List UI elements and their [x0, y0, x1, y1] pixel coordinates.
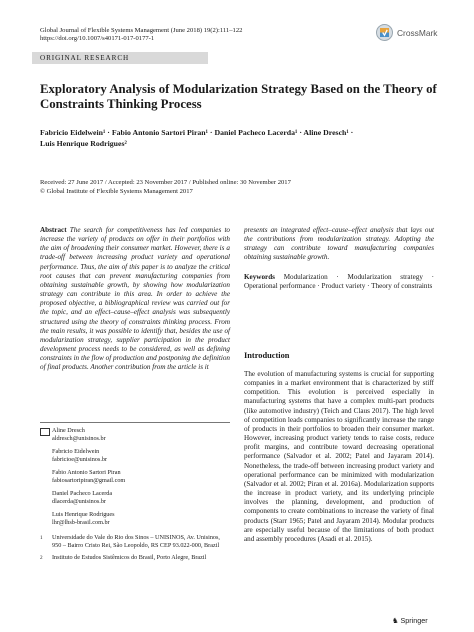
abstract-label: Abstract [40, 226, 67, 234]
author-line-2: Luis Henrique Rodrigues² [40, 138, 127, 148]
affiliation-text: Universidade do Vale do Rio dos Sinos – UNISINOS, Av. Unisinos, 950 – Bairro Cristo Rei, São Leopoldo, RS CEP 93.022-000, Brazil [52, 534, 220, 549]
keywords-label: Keywords [244, 273, 275, 281]
article-type-label: ORIGINAL RESEARCH [40, 53, 130, 62]
envelope-icon [40, 428, 50, 436]
author-contacts [40, 427, 230, 565]
contact-email[interactable]: fabiosartoripiran@gmail.com [52, 477, 126, 484]
author-list [40, 128, 440, 149]
publisher-logo [392, 616, 428, 625]
publisher-name: Springer [400, 616, 428, 625]
contact-email[interactable]: aldresch@unisinos.br [52, 435, 106, 442]
abstract-text: The search for competitiveness has led companies to increase the variety of products on offer in their portfolios with the aim of broadening their consumer market. However, there is a trade-off between increasing product variety and operational performance. Thus, the aim of this paper is to analyze the critical root causes that can prevent manufacturing companies from obtaining sustainable growth, by showing how modularization strategy can contribute in this area. In order to achieve the proposed objective, a bibliographical review was carried out for the topic, and an effect–cause–effect analysis was subsequently structured using the theory of constraints thinking process. From the main results, it was possible to identify that, besides the use of modularization strategy, supplier participation in the product development process needs to be considered, as well as defining constraints in the flow of production and postponing the definition of final products. Another contribution from the article is it [40, 226, 230, 372]
journal-citation: Global Journal of Flexible Systems Management (June 2018) 19(2):111–122 [40, 27, 243, 34]
article-title: Exploratory Analysis of Modularization Strategy Based on the Theory of Constraints Thinking Process [40, 82, 437, 111]
introduction-heading: Introduction [244, 351, 290, 360]
dates-line: Received: 27 June 2017 / Accepted: 23 November 2017 / Published online: 30 November 2017 [40, 179, 291, 186]
publication-dates [40, 179, 460, 196]
abstract-continuation: presents an integrated effect–cause–effect analysis that lays out the contributions from modularization strategy. Adopting the strategy can contribute toward manufacturing companies obtaining sustainable growth. [244, 226, 434, 262]
affiliation-mark: 1 [40, 535, 43, 541]
journal-info [40, 27, 360, 44]
author-line-1: Fabricio Eidelwein¹ · Fabio Antonio Sartori Piran¹ · Daniel Pacheco Lacerda¹ · Aline Dresch¹ · [40, 128, 354, 137]
affiliation-mark: 2 [40, 555, 43, 561]
keywords [244, 273, 434, 291]
contact-email[interactable]: dlacerda@unisinos.br [52, 498, 106, 505]
crossmark-button[interactable] [376, 24, 437, 41]
affiliation-text: Instituto de Estudos Sistêmicos do Brasil, Porto Alegre, Brazil [52, 554, 207, 561]
doi-link[interactable]: https://doi.org/10.1007/s40171-017-0177-1 [40, 35, 155, 43]
contact-name: Daniel Pacheco Lacerda [52, 490, 113, 497]
contact-name: Fabricio Eidelwein [52, 448, 100, 455]
crossmark-icon [376, 24, 393, 41]
crossmark-label: CrossMark [397, 27, 438, 38]
contact-name: Aline Dresch [52, 427, 85, 434]
copyright-line: © Global Institute of Flexible Systems Management 2017 [40, 187, 193, 195]
introduction-text: The evolution of manufacturing systems is crucial for supporting companies in a market environment that is characterized by stiff competition. This evolution is perceived especially in manufacturing systems that have a complex multi-part products (like automotive industry) (Teich and Claus 2017). The high level of competition leads companies to significantly increase the range of products in their portfolios to broaden their consumer market. However, increasing product variety tends to raise costs, reduce profit margins, and contribute toward decreasing operational performance (Salvador et al. 2002; Patel and Jayaram 2014). Nonetheless, the trade-off between increasing product variety and operational performance can be minimized with modularization (Salvador et al. 2002; Piran et al. 2016a). Modularization supports the increase in product variety, and its underlying principle involves the planning, development, and production of components to create combinations to increase the variety of final products (Starr 1965; Patel and Jayaram 2014). Modular products are especially useful because of the limitations of both product and assembly procedures (Asadi et al. 2015). [244, 370, 434, 543]
contact-email[interactable]: lhr@lhsb-brasil.com.br [52, 519, 110, 526]
article-type-badge [32, 52, 208, 64]
springer-horse-icon: ♞ [392, 616, 399, 625]
footnote-divider [40, 422, 230, 423]
contact-name: Luis Henrique Rodrigues [52, 511, 115, 518]
contact-name: Fabio Antonio Sartori Piran [52, 469, 121, 476]
contact-email[interactable]: fabricioe@unisinos.br [52, 456, 108, 463]
keywords-text: Modularization · Modularization strategy · Operational performance · Product variety · Theory of constraints [244, 273, 434, 291]
abstract [40, 226, 230, 373]
